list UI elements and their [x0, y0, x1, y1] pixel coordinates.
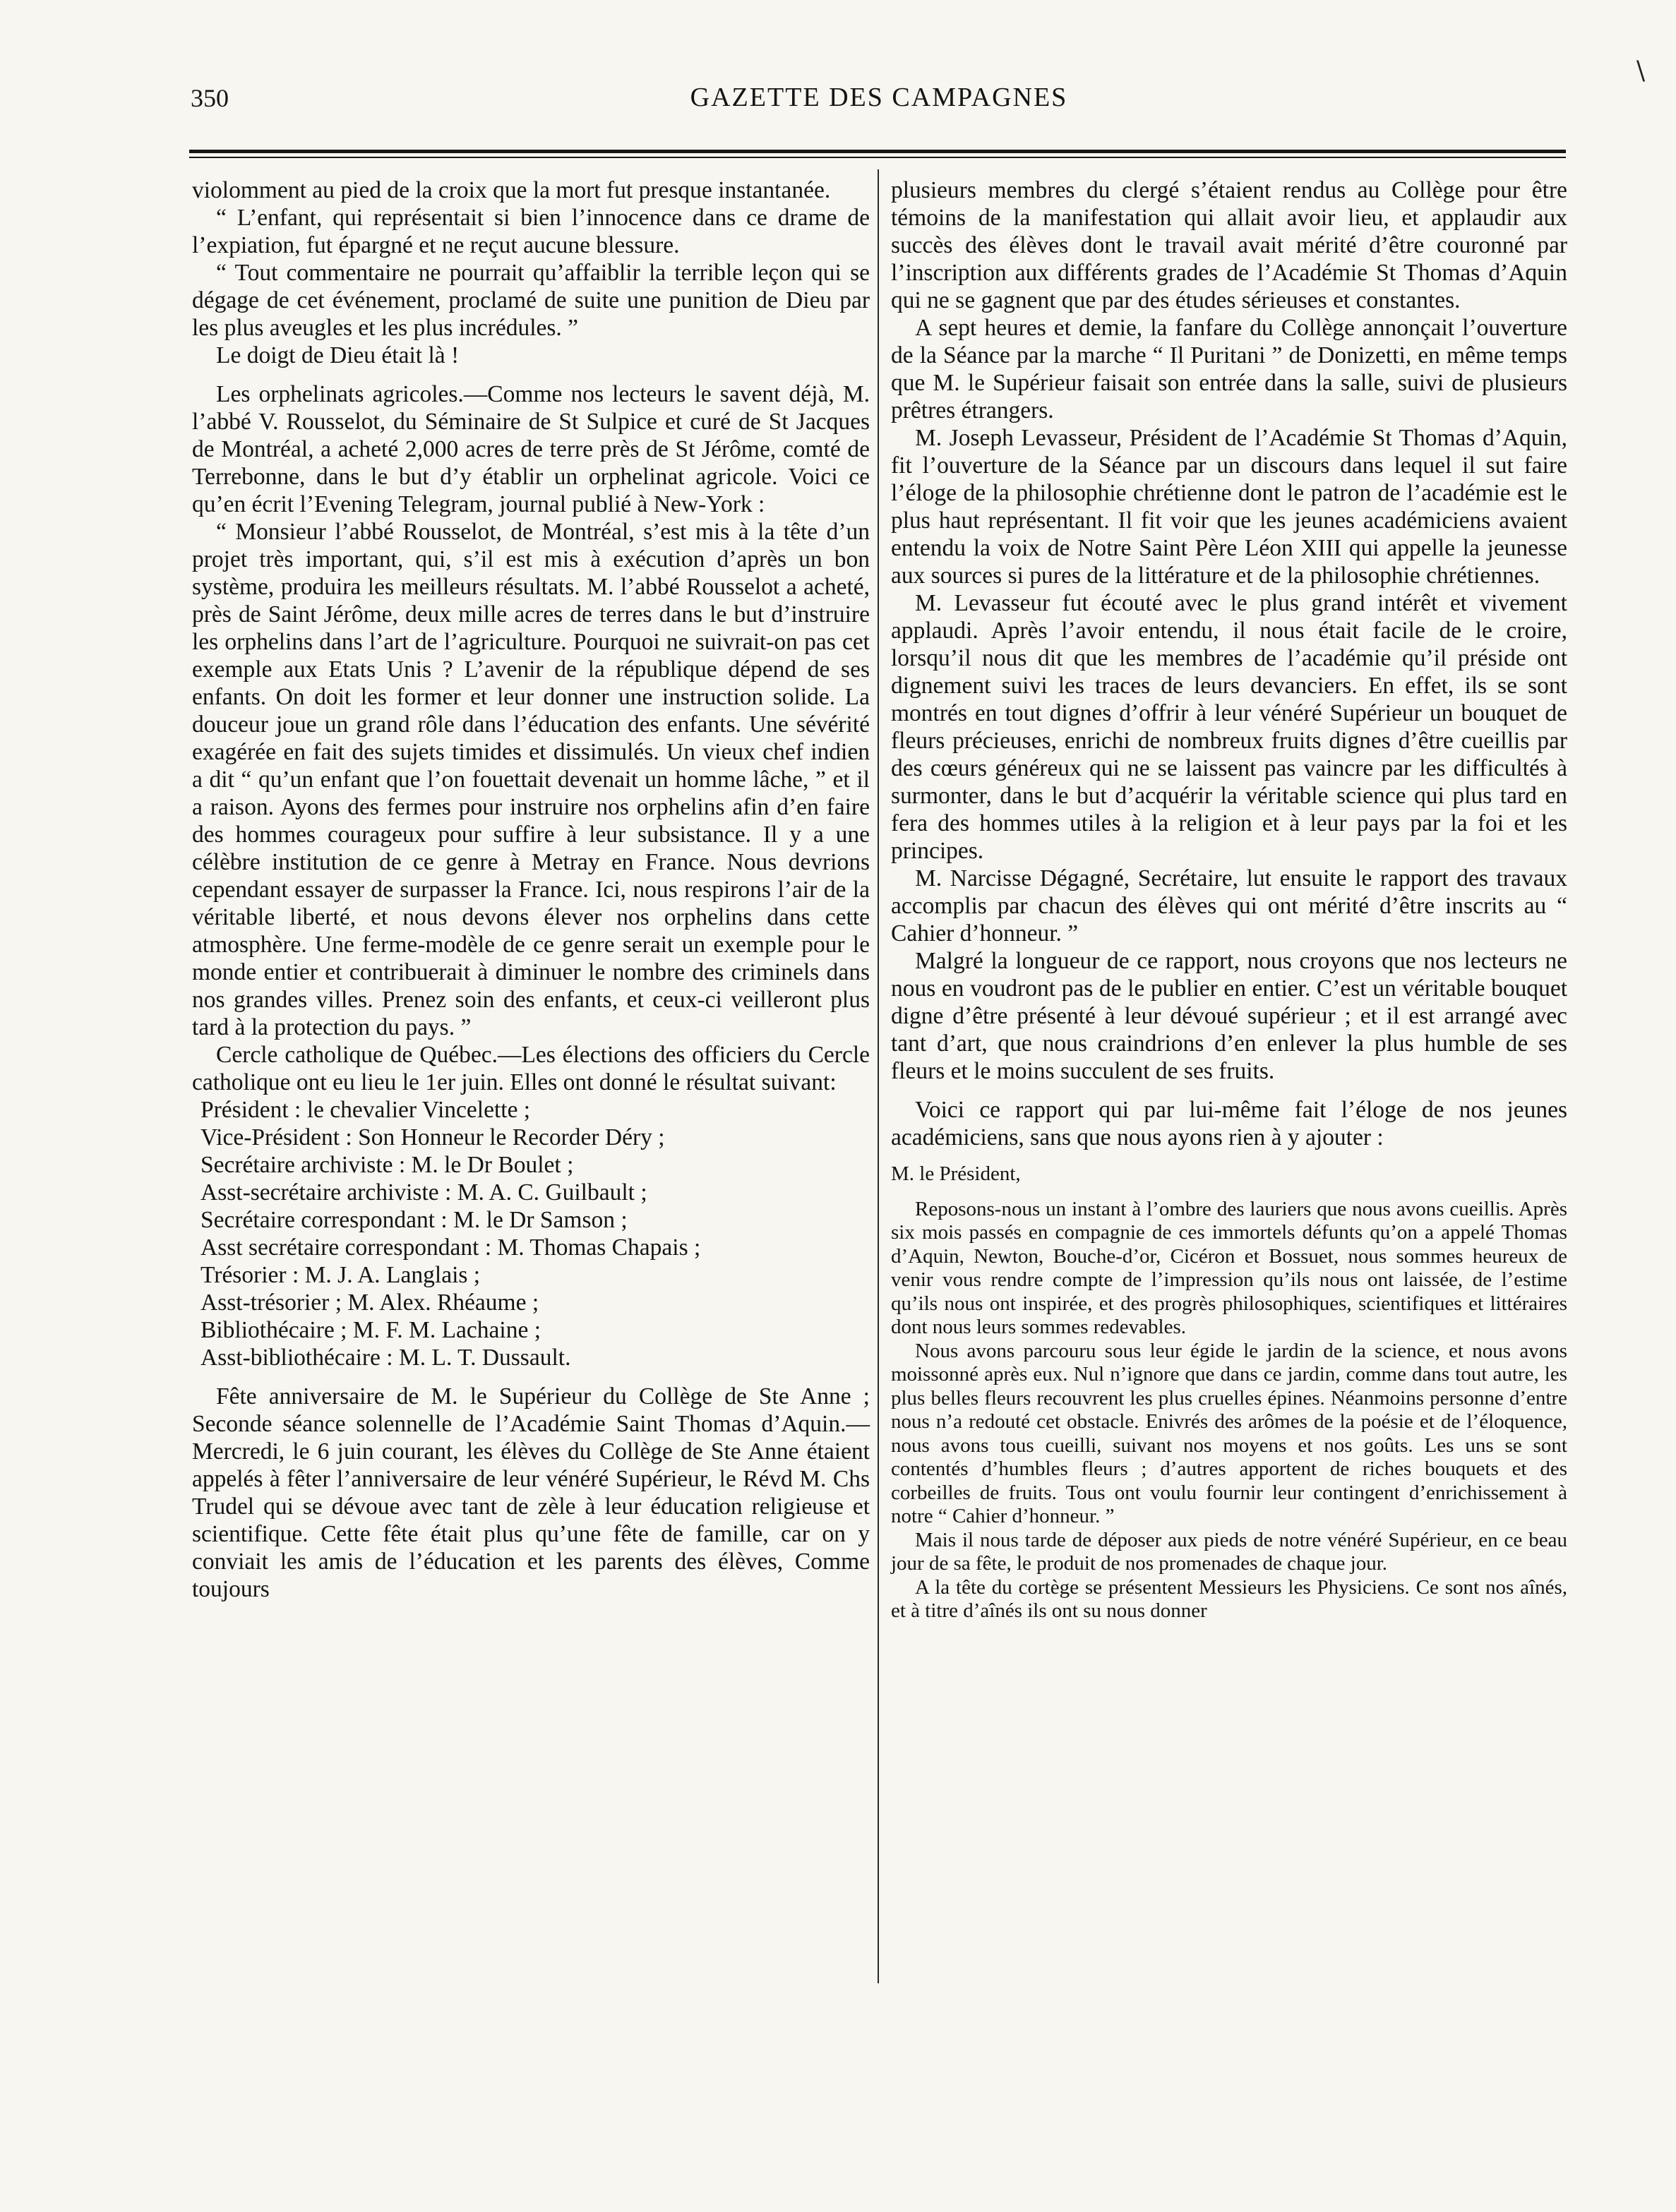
header-rule-thin [189, 157, 1566, 158]
article-orphelinats: Les orphelinats agricoles.—Comme nos lecteurs le savent déjà, M. l’abbé V. Rousselot, du Séminaire de St Sulpice et curé de St Jacques de Montréal, a acheté 2,000 acres de terre près de St Jérôme, comté de Terrebonne, dans le but d’y établir un orphelinat agricole. Voici ce qu’en écrit l’Evening Telegram, journal publié à New-York : [192, 381, 870, 517]
report-paragraph: A la tête du cortège se présentent Messieurs les Physiciens. Ce sont nos aînés, et à titre d’aînés ils ont su nous donner [891, 1575, 1567, 1622]
right-column [891, 176, 1567, 1623]
list-item: Bibliothécaire ; M. F. M. Lachaine ; [200, 1317, 541, 1343]
report-salutation: M. le Président, [891, 1162, 1021, 1185]
article-fete-anniversaire: Fête anniversaire de M. le Supérieur du Collège de Ste Anne ; Seconde séance solennelle de l’Académie Saint Thomas d’Aquin.—Mercredi, le 6 juin courant, les élèves du Collège de Ste Anne étaient appelés à fêter l’anniversaire de leur vénéré Supérieur, le Révd M. Chs Trudel qui se dévoue avec tant de zèle à leur éducation religieuse et scientifique. Cette fête était plus qu’une fête de famille, car on y conviait les amis de l’éducation et les parents des élèves, Comme toujours [192, 1383, 870, 1602]
paragraph: A sept heures et demie, la fanfare du Collège annonçait l’ouverture de la Séance par la marche “ Il Puritani ” de Donizetti, en même temps que M. le Supérieur faisait son entrée dans la salle, suivi de plusieurs prêtres étrangers. [891, 315, 1567, 423]
paragraph: plusieurs membres du clergé s’étaient rendus au Collège pour être témoins de la manifestation qui allait avoir lieu, et applaudir aux succès des élèves dont le travail avait mérité d’être couronné par l’inscription aux différents grades de l’Académie St Thomas d’Aquin qui ne se gagnent que par des études sérieuses et constantes. [891, 177, 1567, 313]
paragraph: Malgré la longueur de ce rapport, nous croyons que nos lecteurs ne nous en voudront pas de le publier en entier. C’est un véritable bouquet digne d’être présenté à leur dévoué supérieur ; et il est arrangé avec tant d’art, que nous craindrions d’en enlever la plus humble de ses fleurs et le moins succulent de ses fruits. [891, 948, 1567, 1084]
journal-title: GAZETTE DES CAMPAGNES [690, 83, 1068, 112]
left-column [192, 176, 870, 1603]
list-item: Asst-secrétaire archiviste : M. A. C. Guilbault ; [200, 1179, 647, 1206]
list-item: Asst-trésorier ; M. Alex. Rhéaume ; [200, 1290, 539, 1316]
margin-mark: \ [1636, 56, 1646, 85]
list-item: Asst secrétaire correspondant : M. Thomas Chapais ; [200, 1234, 701, 1261]
paragraph: M. Narcisse Dégagné, Secrétaire, lut ensuite le rapport des travaux accomplis par chacun des élèves qui ont mérité d’être inscrits au “ Cahier d’honneur. ” [891, 865, 1567, 946]
list-item: Trésorier : M. J. A. Langlais ; [200, 1262, 481, 1288]
report-paragraph: Reposons-nous un instant à l’ombre des lauriers que nous avons cueillis. Après six mois passés en compagnie de ces immortels défunts qu’on a appelé Thomas d’Aquin, Newton, Bouche-d’or, Cicéron et Bossuet, nous sommes heureux de venir vous rendre compte de l’impression qu’ils nous ont laissée, de l’estime qu’ils nous ont inspirée, et des progrès philosophiques, scientifiques et littéraires dont nous leurs sommes redevables. [891, 1197, 1567, 1338]
column-divider [878, 169, 879, 1983]
paragraph: “ L’enfant, qui représentait si bien l’innocence dans ce drame de l’expiation, fut épargné et ne reçut aucune blessure. [192, 205, 870, 258]
list-item: Asst-bibliothécaire : M. L. T. Dussault. [200, 1345, 571, 1371]
officers-list [192, 1096, 870, 1371]
paragraph: violomment au pied de la croix que la mort fut presque instantanée. [192, 177, 831, 203]
paragraph: “ Tout commentaire ne pourrait qu’affaiblir la terrible leçon qui se dégage de cet événement, proclamé de suite une punition de Dieu par les plus aveugles et les plus incrédules. ” [192, 260, 870, 341]
list-item: Président : le chevalier Vincelette ; [200, 1097, 531, 1123]
list-item: Vice-Président : Son Honneur le Recorder Déry ; [200, 1124, 665, 1150]
page-number: 350 [191, 84, 229, 112]
article-cercle-catholique: Cercle catholique de Québec.—Les élections des officiers du Cercle catholique ont eu lieu le 1er juin. Elles ont donné le résultat suivant: [192, 1042, 870, 1095]
header-rule [189, 150, 1566, 153]
page-header [191, 79, 1567, 121]
paragraph: M. Levasseur fut écouté avec le plus grand intérêt et vivement applaudi. Après l’avoir entendu, il nous était facile de le croire, lorsqu’il nous dit que les membres de l’académie qu’il préside ont dignement suivi les traces de leurs devanciers. En effet, ils se sont montrés en tout dignes d’offrir à leur vénéré Supérieur un bouquet de fleurs précieuses, enrichi de nombreux fruits dignes d’être cueillis par des cœurs généreux qui ne se laissent pas vaincre par les difficultés à surmonter, dans le but d’acquérir la véritable science qui plus tard en fera des hommes utiles à la religion et à leur pays par la foi et les principes. [891, 590, 1567, 864]
paragraph: Voici ce rapport qui par lui-même fait l’éloge de nos jeunes académiciens, sans que nous ayons rien à y ajouter : [891, 1097, 1567, 1150]
quoted-paragraph: “ Monsieur l’abbé Rousselot, de Montréal, s’est mis à la tête d’un projet très important, qui, s’il est mis à exécution d’après un bon système, produira les meilleurs résultats. M. l’abbé Rousselot a acheté, près de Saint Jérôme, deux mille acres de terres dans le but d’instruire les orphelins dans l’art de l’agriculture. Pourquoi ne suivrait-on pas cet exemple aux Etats Unis ? L’avenir de la république dépend de ses enfants. On doit les former et leur donner une instruction solide. La douceur joue un grand rôle dans l’éducation des enfants. Une sévérité exagérée en fait des sujets timides et dissimulés. Un vieux chef indien a dit “ qu’un enfant que l’on fouettait devenait un homme lâche, ” et il a raison. Ayons des fermes pour instruire nos orphelins afin d’en faire des hommes courageux pour suffire à leur subsistance. Il y a une célèbre institution de ce genre à Metray en France. Nous devrions cependant essayer de surpasser la France. Ici, nous respirons l’air de la véritable liberté, et nous devons élever nos orphelins dans cette atmosphère. Une ferme-modèle de ce genre serait un exemple pour le monde entier et contribuerait à diminuer le nombre des criminels dans nos grandes villes. Prenez soin des enfants, et ceux-ci veilleront plus tard à la protection du pays. ” [192, 519, 870, 1040]
paragraph: M. Joseph Levasseur, Président de l’Académie St Thomas d’Aquin, fit l’ouverture de la Séance par un discours dans lequel il sut faire l’éloge de la philosophie chrétienne dont le patron de l’académie est le plus haut représentant. Il fit voir que les jeunes académiciens avaient entendu la voix de Notre Saint Père Léon XIII qui appelle la jeunesse aux sources si pures de la littérature et de la philosophie chrétiennes. [891, 425, 1567, 589]
report-paragraph: Mais il nous tarde de déposer aux pieds de notre vénéré Supérieur, en ce beau jour de sa fête, le produit de nos promenades de chaque jour. [891, 1528, 1567, 1575]
paragraph: Le doigt de Dieu était là ! [216, 342, 460, 368]
report-paragraph: Nous avons parcouru sous leur égide le jardin de la science, et nous avons moissonné après eux. Nul n’ignore que dans ce jardin, comme dans tout autre, les plus belles fleurs recouvrent les plus cruelles épines. Néanmoins personne d’entre nous n’a redouté cet obstacle. Enivrés des arômes de la poésie et de l’éloquence, nous avons tous cueilli, suivant nos moyens et nos goûts. Les uns se sont contentés d’humbles fleurs ; d’autres apportent de riches bouquets et des corbeilles de fruits. Tous ont voulu fournir leur contingent d’enrichissement à notre “ Cahier d’honneur. ” [891, 1339, 1567, 1527]
list-item: Secrétaire correspondant : M. le Dr Samson ; [200, 1207, 628, 1233]
list-item: Secrétaire archiviste : M. le Dr Boulet ; [200, 1152, 574, 1178]
